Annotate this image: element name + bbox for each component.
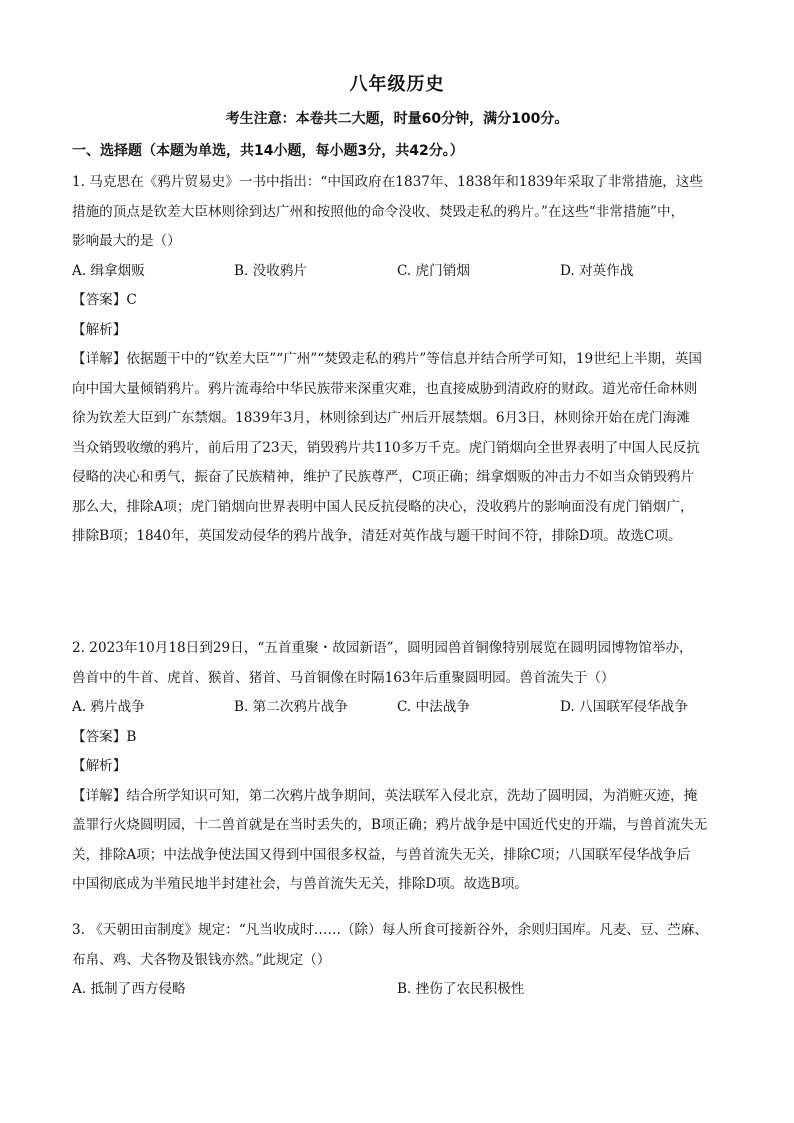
option-a: A. 缉拿烟贩 (72, 262, 145, 279)
detail-line: 【详解】依据题干中的“钦差大臣”“广州”“焚毁走私的鸦片”等信息并结合所学可知，19世纪上半期，英国 (72, 351, 702, 367)
question-1 (72, 168, 732, 552)
question-stem-line: 1. 马克思在《鸦片贸易史》一书中指出：“中国政府在1837年、1838年和1839年采取了非常措施，这些 (72, 174, 703, 190)
detail-line: 侵略的决心和勇气，振奋了民族精神，维护了民族尊严，C项正确；缉拿烟贩的冲击力不如当众销毁鸦片 (72, 469, 695, 485)
option-b: B. 第二次鸦片战争 (234, 699, 348, 715)
question-stem-line: 2. 2023年10月18日到29日，“五首重聚・故园新语”，圆明园兽首铜像特别展览在圆明园博物馆举办， (72, 640, 693, 656)
detail-line: 排除B项；1840年，英国发动侵华的鸦片战争，清廷对英作战与题干时间不符，排除D项。故选C项。 (72, 528, 682, 544)
detail-line: 【详解】结合所学知识可知，第二次鸦片战争期间，英法联军入侵北京，洗劫了圆明园，为消赃灭迹，掩 (72, 787, 698, 804)
analysis-label: 【解析】 (72, 758, 127, 774)
exam-notice: 考生注意：本卷共二大题，时量60分钟，满分100分。 (225, 111, 569, 127)
option-b: B. 挫伤了农民积极性 (397, 981, 525, 997)
question-stem-line: 兽首中的牛首、虎首、猴首、猪首、马首铜像在时隔163年后重聚圆明园。兽首流失于（） (72, 669, 615, 686)
option-b: B. 没收鸦片 (234, 262, 308, 279)
options-row (72, 693, 732, 723)
detail-line: 中国彻底成为半殖民地半封建社会，与兽首流失无关，排除D项。故选B项。 (72, 876, 528, 892)
question-2 (72, 634, 732, 900)
option-a: A. 鸦片战争 (72, 699, 145, 715)
detail-line: 那么大，排除A项；虎门销烟向世界表明中国人民反抗侵略的决心，没收鸦片的影响面没有虎门销烟广， (72, 498, 694, 515)
analysis-label: 【解析】 (72, 321, 127, 338)
page-title: 八年级历史 (349, 74, 445, 95)
question-stem-line: 影响最大的是（） (72, 233, 181, 249)
options-row (72, 257, 732, 287)
question-stem-line: 布帛、鸡、犬各物及银钱亦然。”此规定（） (72, 951, 331, 968)
option-d: D. 对英作战 (560, 262, 634, 279)
answer-label: 【答案】C (72, 292, 137, 308)
question-stem-line: 3. 《天朝田亩制度》规定：“凡当收成时……（除）每人所食可接新谷外，余则归国库。凡麦、豆、苎麻、 (72, 922, 708, 938)
option-c: C. 中法战争 (397, 699, 470, 715)
detail-line: 当众销毁收缴的鸦片，前后用了23天，销毁鸦片共110多万千克。虎门销烟向全世界表明了中国人民反抗 (72, 439, 700, 456)
detail-line: 向中国大量倾销鸦片。鸦片流毒给中华民族带来深重灾难，也直接威胁到清政府的财政。道光帝任命林则 (72, 380, 698, 397)
question-3 (72, 916, 732, 1005)
options-row (72, 975, 732, 1005)
option-d: D. 八国联军侵华战争 (560, 699, 688, 715)
question-stem-line: 措施的顶点是钦差大臣林则徐到达广州和按照他的命令没收、焚毁走私的鸦片。”在这些“非常措施”中， (72, 203, 685, 220)
section-heading: 一、选择题（本题为单选，共14小题，每小题3分，共42分。） (72, 143, 464, 159)
option-c: C. 虎门销烟 (397, 262, 470, 279)
detail-line: 徐为钦差大臣到广东禁烟。1839年3月，林则徐到达广州后开展禁烟。6月3日，林则徐开始在虎门海滩 (72, 410, 690, 426)
answer-label: 【答案】B (72, 728, 137, 745)
option-a: A. 抵制了西方侵略 (72, 981, 186, 997)
detail-line: 关，排除A项；中法战争使法国又得到中国很多权益，与兽首流失无关，排除C项；八国联军侵华战争后 (72, 846, 691, 863)
detail-line: 盖罪行火烧圆明园，十二兽首就是在当时丢失的，B项正确；鸦片战争是中国近代史的开端，与兽首流失无 (72, 817, 708, 833)
